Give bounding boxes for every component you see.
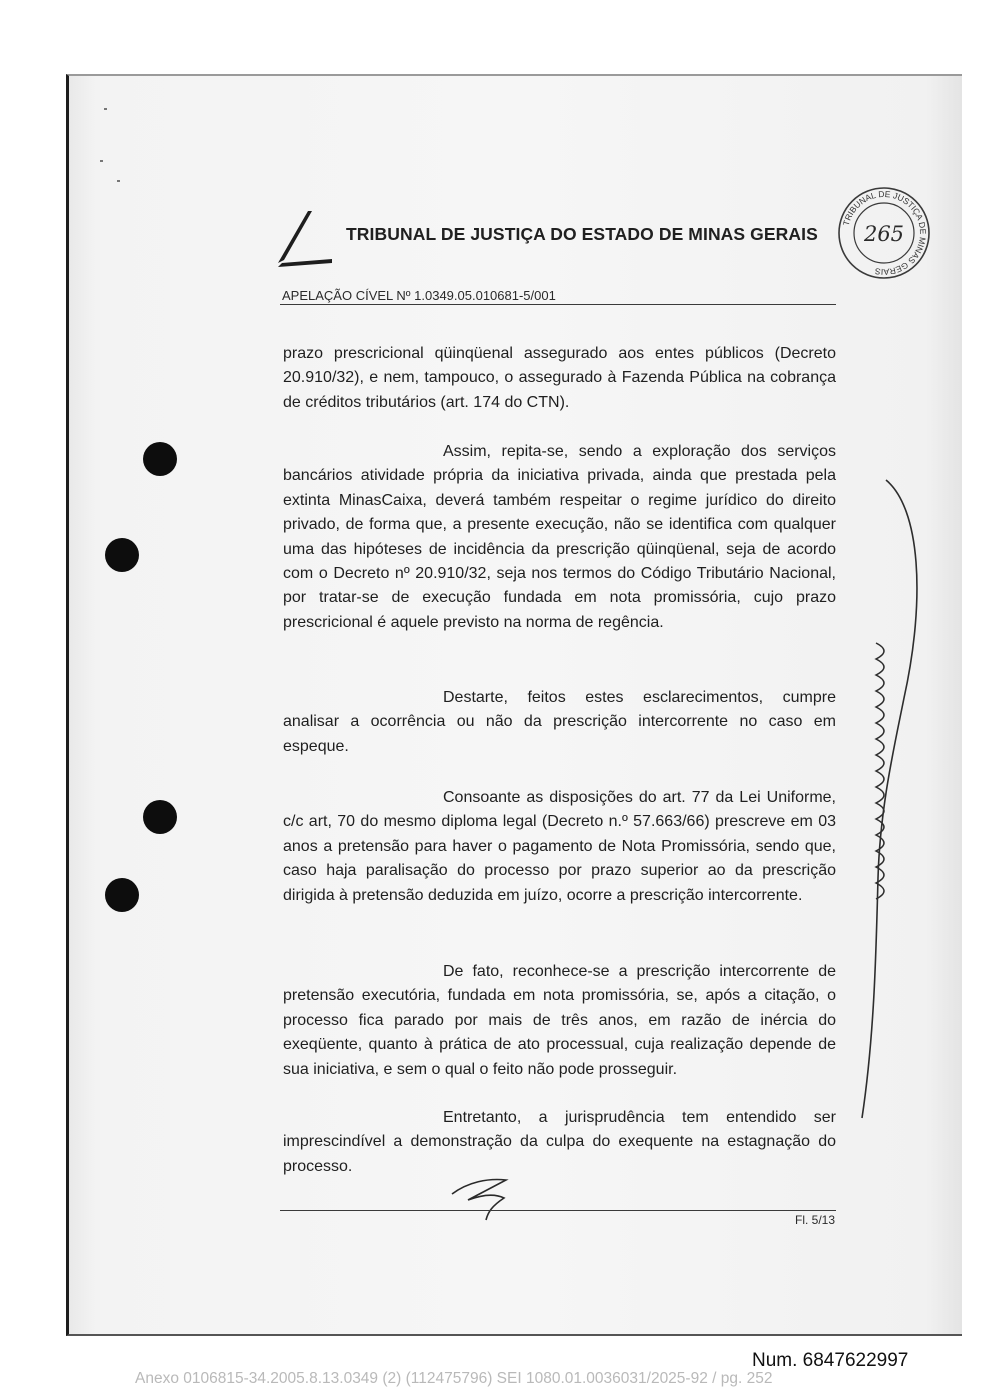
- seal-arc-text: TRIBUNAL DE JUSTIÇA DE MINAS GERAIS: [840, 188, 929, 278]
- paragraph-2: Assim, repita-se, sendo a exploração dos serviços bancários atividade própria da iniciativa privada, ainda que prestada pela extinta MinasCaixa, deverá também respeitar o regime jurídico do direito privado, de forma que, a presente execução, não se identifica com qualquer uma das hipóteses de incidência da prescrição qüinqüenal, seja de acordo com o Decreto nº 20.910/32, seja nos termos do Código Tributário Nacional, por tratar-se de execução fundada em nota promissória, cujo prazo prescricional é aquele previsto na norma de regência.: [283, 443, 836, 631]
- paragraph-3: Destarte, feitos estes esclarecimentos, cumpre analisar a ocorrência ou não da prescrição intercorrente no caso em espeque.: [283, 689, 836, 755]
- punch-hole: [105, 878, 139, 912]
- punch-hole: [143, 442, 177, 476]
- court-name: TRIBUNAL DE JUSTIÇA DO ESTADO DE MINAS GERAIS: [346, 224, 818, 244]
- paragraph-1: prazo prescricional qüinqüenal assegurado aos entes públicos (Decreto 20.910/32), e nem, tampouco, o assegurado à Fazenda Pública na cobrança de créditos tributários (art. 174 do CTN).: [283, 345, 836, 411]
- seal-handwritten-number: 265: [863, 222, 905, 246]
- page-reference: Fl. 5/13: [795, 1213, 836, 1227]
- punch-hole: [143, 800, 177, 834]
- document-number-stamp: Num. 6847622997: [752, 1350, 909, 1371]
- court-logo-icon: [272, 205, 340, 267]
- handwritten-initials-icon: [448, 1172, 518, 1222]
- header-rule: [280, 304, 836, 305]
- punch-hole: [105, 538, 139, 572]
- scan-speck: [104, 108, 107, 110]
- paragraph-6: Entretanto, a jurisprudência tem entendido ser imprescindível a demonstração da culpa do exequente na estagnação do processo.: [283, 1109, 836, 1175]
- margin-bracket-mark: [848, 478, 928, 1138]
- case-number: APELAÇÃO CÍVEL Nº 1.0349.05.010681-5/001: [282, 288, 556, 303]
- sei-footer-note: Anexo 0106815-34.2005.8.13.0349 (2) (112475796) SEI 1080.01.0036031/2025-92 / pg. 252: [135, 1370, 773, 1387]
- paragraph-4: Consoante as disposições do art. 77 da Lei Uniforme, c/c art, 70 do mesmo diploma legal (Decreto n.º 57.663/66) prescreve em 03 anos a pretensão para haver o pagamento de Nota Promissória, sendo que, caso haja paralisação do processo por prazo superior ao da prescrição dirigida à pretensão deduzida em juízo, ocorre a prescrição intercorrente.: [283, 789, 836, 904]
- court-seal-icon: [836, 185, 932, 281]
- paragraph-5: De fato, reconhece-se a prescrição intercorrente de pretensão executória, fundada em nota promissória, se, após a citação, o processo fica parado por mais de três anos, em razão de inércia do exeqüente, quanto à prática de ato processual, cuja realização depende de sua iniciativa, e sem o qual o feito não pode prosseguir.: [283, 963, 836, 1078]
- scan-speck: [117, 180, 120, 182]
- footer-rule: [280, 1210, 836, 1211]
- scan-speck: [100, 160, 103, 162]
